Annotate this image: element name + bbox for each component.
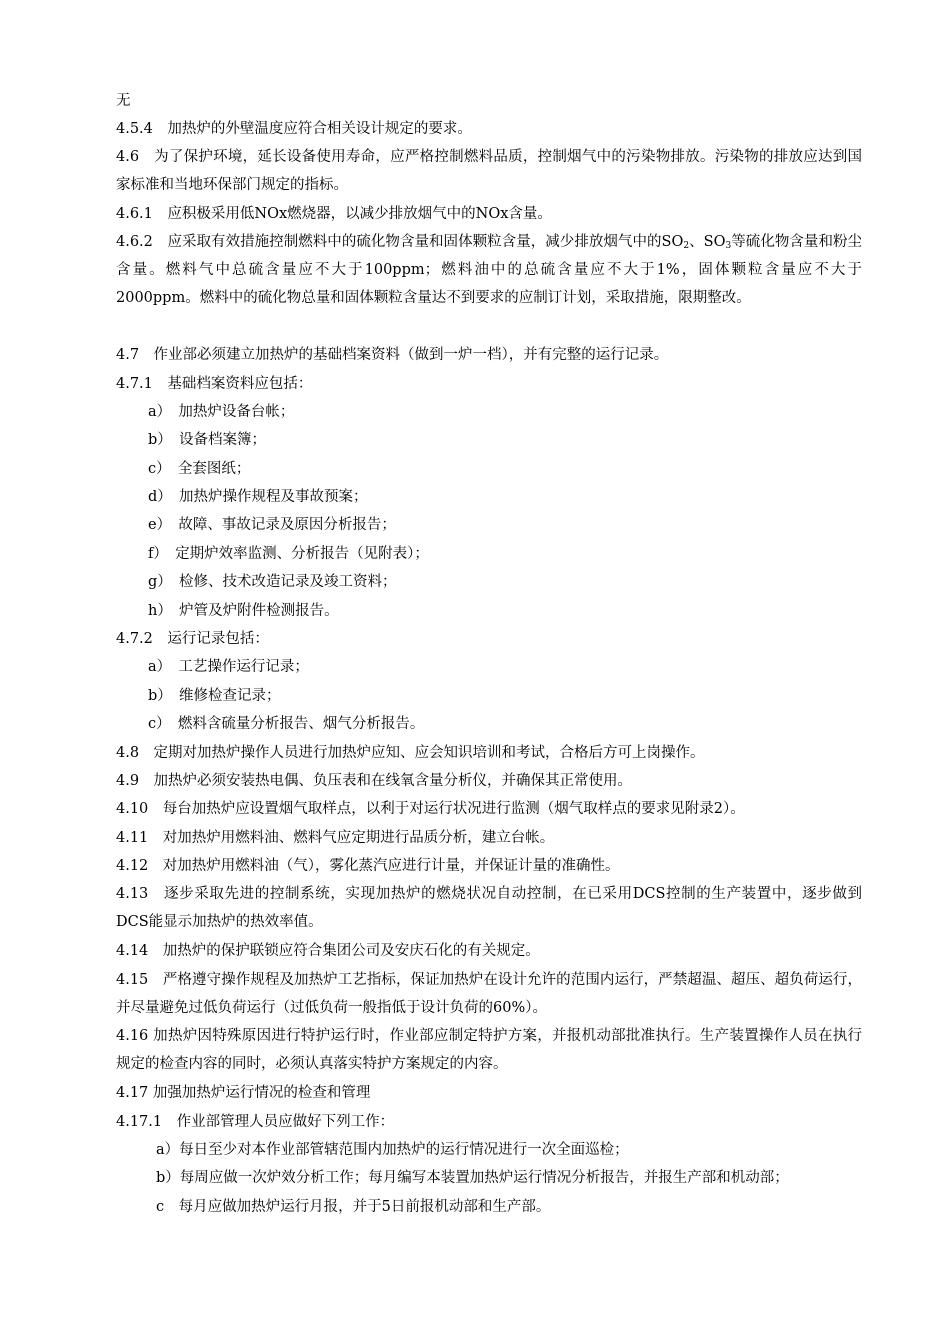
clause-4-17: 4.17 加强加热炉运行情况的检查和管理 <box>116 1085 371 1101</box>
list-item: b） 维修检查记录； <box>148 688 281 704</box>
list-item: d） 加热炉操作规程及事故预案； <box>148 489 368 505</box>
list-item: c） 全套图纸； <box>148 461 251 477</box>
clause-4-6-2-part: 等硫化物含量和粉尘含量。燃料气中总硫含量应不大于100ppm；燃料油中的总硫含量应不大于1%，固体颗粒含量应不大于2000ppm。燃料中的硫化物总量和固体颗粒含量达不到要求的应制订计划，采取措施，限期整改。 <box>116 234 863 307</box>
clause-4-16: 4.16 加热炉因特殊原因进行特护运行时，作业部应制定特护方案，并报机动部批准执行。生产装置操作人员在执行规定的检查内容的同时，必须认真落实特护方案规定的内容。 <box>116 1028 862 1073</box>
clause-4-11: 4.11 对加热炉用燃料油、燃料气应定期进行品质分析，建立台帐。 <box>116 830 555 846</box>
clause-4-5-4: 4.5.4 加热炉的外壁温度应符合相关设计规定的要求。 <box>116 121 472 137</box>
list-item: b） 设备档案簿； <box>148 432 267 448</box>
list-item: a）每日至少对本作业部管辖范围内加热炉的运行情况进行一次全面巡检； <box>156 1142 629 1158</box>
list-item: a） 工艺操作运行记录； <box>148 659 309 675</box>
clause-4-6: 4.6 为了保护环境，延长设备使用寿命，应严格控制燃料品质，控制烟气中的污染物排放。污染物的排放应达到国家标准和当地环保部门规定的指标。 <box>116 149 862 194</box>
list-item: c） 燃料含硫量分析报告、烟气分析报告。 <box>148 716 425 732</box>
clause-4-6-2 <box>116 228 862 313</box>
clause-4-14: 4.14 加热炉的保护联锁应符合集团公司及安庆石化的有关规定。 <box>116 943 540 959</box>
list-item: a） 加热炉设备台帐； <box>148 404 295 420</box>
clause-4-12: 4.12 对加热炉用燃料油（气），雾化蒸汽应进行计量，并保证计量的准确性。 <box>116 858 620 874</box>
list-item: c 每月应做加热炉运行月报，并于5日前报机动部和生产部。 <box>156 1199 551 1215</box>
clause-4-10: 4.10 每台加热炉应设置烟气取样点，以利于对运行状况进行监测（烟气取样点的要求见附录2）。 <box>116 801 745 817</box>
clause-4-6-1: 4.6.1 应积极采用低NOx燃烧器，以减少排放烟气中的NOx含量。 <box>116 206 552 222</box>
clause-4-7: 4.7 作业部必须建立加热炉的基础档案资料（做到一炉一档），并有完整的运行记录。 <box>116 347 669 363</box>
list-item: h） 炉管及炉附件检测报告。 <box>148 603 339 619</box>
clause-4-8: 4.8 定期对加热炉操作人员进行加热炉应知、应会知识培训和考试，合格后方可上岗操作。 <box>116 745 705 761</box>
list-item: e） 故障、事故记录及原因分析报告； <box>148 517 396 533</box>
clause-4-13: 4.13 逐步采取先进的控制系统，实现加热炉的燃烧状况自动控制，在已采用DCS控制的生产装置中，逐步做到DCS能显示加热炉的热效率值。 <box>116 886 862 931</box>
clause-4-9: 4.9 加热炉必须安装热电偶、负压表和在线氧含量分析仪，并确保其正常使用。 <box>116 773 633 789</box>
subscript-3: 3 <box>725 241 732 251</box>
list-item: f） 定期炉效率监测、分析报告（见附表）； <box>148 546 429 562</box>
clause-4-17-1: 4.17.1 作业部管理人员应做好下列工作： <box>116 1114 395 1130</box>
clause-4-6-2-part: 4.6.2 应采取有效措施控制燃料中的硫化物含量和固体颗粒含量，减少排放烟气中的SO <box>116 234 684 250</box>
list-item: b）每周应做一次炉效分析工作；每月编写本装置加热炉运行情况分析报告，并报生产部和机动部； <box>156 1170 789 1186</box>
clause-4-15: 4.15 严格遵守操作规程及加热炉工艺指标，保证加热炉在设计允许的范围内运行，严禁超温、超压、超负荷运行，并尽量避免过低负荷运行（过低负荷一般指低于设计负荷的60%）。 <box>116 972 862 1017</box>
clause-4-6-2-part: 、SO <box>689 234 726 250</box>
clause-4-7-1: 4.7.1 基础档案资料应包括： <box>116 376 313 392</box>
text-line: 无 <box>116 93 131 109</box>
list-item: g） 检修、技术改造记录及竣工资料； <box>148 574 397 590</box>
subscript-2: 2 <box>683 241 690 251</box>
clause-4-7-2: 4.7.2 运行记录包括： <box>116 631 269 647</box>
